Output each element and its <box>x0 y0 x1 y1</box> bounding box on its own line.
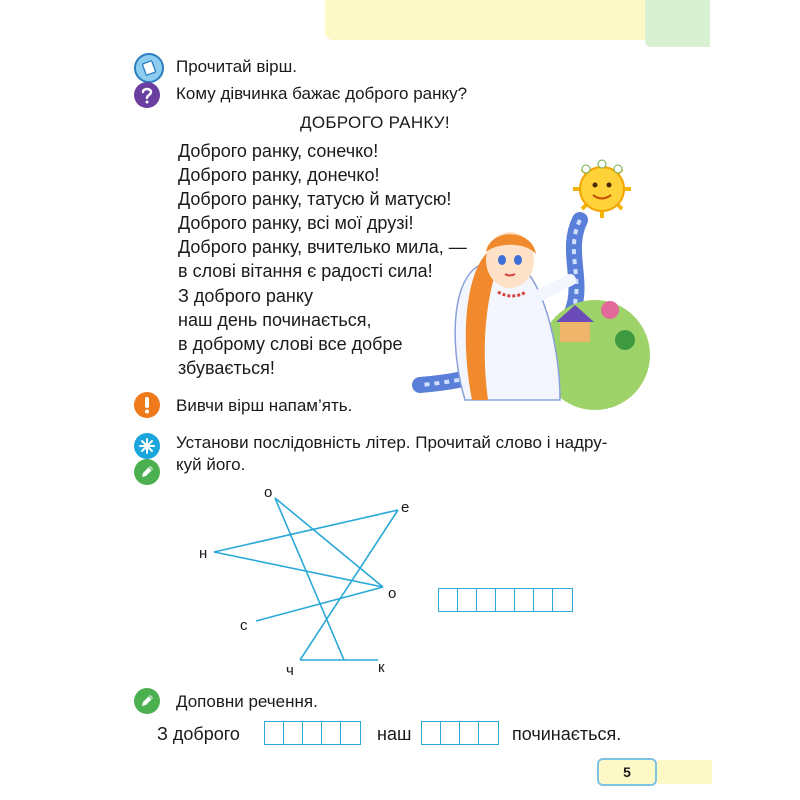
letter-puzzle-diagram <box>190 475 420 685</box>
answer-cell[interactable] <box>303 722 322 744</box>
sentence-blank-1[interactable] <box>264 721 361 745</box>
puzzle-letter: н <box>199 545 208 562</box>
puzzle-letter: ч <box>286 662 294 679</box>
answer-cell[interactable] <box>477 589 496 611</box>
question-mark-icon <box>134 82 160 108</box>
answer-word-cells[interactable] <box>438 588 573 612</box>
page-number: 5 <box>597 758 657 786</box>
instruction-learn: Вивчи вірш напам’ять. <box>176 396 353 415</box>
header-band-accent <box>645 0 710 47</box>
poem-line: Доброго ранку, татусю й матусю! <box>178 189 452 209</box>
poem-line: Доброго ранку, донечко! <box>178 165 380 185</box>
puzzle-letter: о <box>388 585 397 602</box>
answer-cell[interactable] <box>515 589 534 611</box>
poem-title: ДОБРОГО РАНКУ! <box>300 113 450 132</box>
footer-band <box>657 760 712 784</box>
puzzle-letter: о <box>264 484 273 501</box>
puzzle-letter: е <box>401 499 410 516</box>
girl-sun-illustration <box>410 150 650 410</box>
star-icon <box>134 433 160 459</box>
sentence-blank-2[interactable] <box>421 721 499 745</box>
poem-line: Доброго ранку, всі мої друзі! <box>178 213 414 233</box>
poem-line: в доброму слові все добре <box>178 334 403 354</box>
puzzle-letter: с <box>240 617 248 634</box>
sentence-part2: наш <box>377 724 412 744</box>
answer-cell[interactable] <box>553 589 572 611</box>
answer-cell[interactable] <box>422 722 441 744</box>
answer-cell[interactable] <box>496 589 515 611</box>
answer-cell[interactable] <box>458 589 477 611</box>
instruction-read: Прочитай вірш. <box>176 57 298 76</box>
instruction-complete: Доповни речення. <box>176 692 318 711</box>
instruction-order-line1: Установи послідовність літер. Прочитай слово і надру- <box>176 433 608 452</box>
answer-cell[interactable] <box>479 722 498 744</box>
answer-cell[interactable] <box>439 589 458 611</box>
sentence-part3: починається. <box>512 724 622 744</box>
poem-line: збувається! <box>178 358 275 378</box>
poem-line: З доброго ранку <box>178 286 313 306</box>
poem-line: Доброго ранку, вчителько мила, — <box>178 237 467 257</box>
answer-cell[interactable] <box>460 722 479 744</box>
poem-line: наш день починається, <box>178 310 372 330</box>
answer-cell[interactable] <box>341 722 360 744</box>
sentence-part1: З доброго <box>157 724 240 744</box>
sun-illustration <box>573 160 631 218</box>
answer-cell[interactable] <box>441 722 460 744</box>
pencil-icon <box>134 459 160 485</box>
answer-cell[interactable] <box>265 722 284 744</box>
instruction-order-line2: куй його. <box>176 455 246 474</box>
answer-cell[interactable] <box>284 722 303 744</box>
pencil-icon <box>134 688 160 714</box>
instruction-question: Кому дівчинка бажає доброго ранку? <box>176 84 468 103</box>
poem-line: Доброго ранку, сонечко! <box>178 141 379 161</box>
exclamation-icon <box>134 392 160 418</box>
answer-cell[interactable] <box>534 589 553 611</box>
answer-cell[interactable] <box>322 722 341 744</box>
puzzle-letter: к <box>378 659 385 676</box>
book-icon <box>134 53 164 83</box>
poem-line: в слові вітання є радості сила! <box>178 261 433 281</box>
